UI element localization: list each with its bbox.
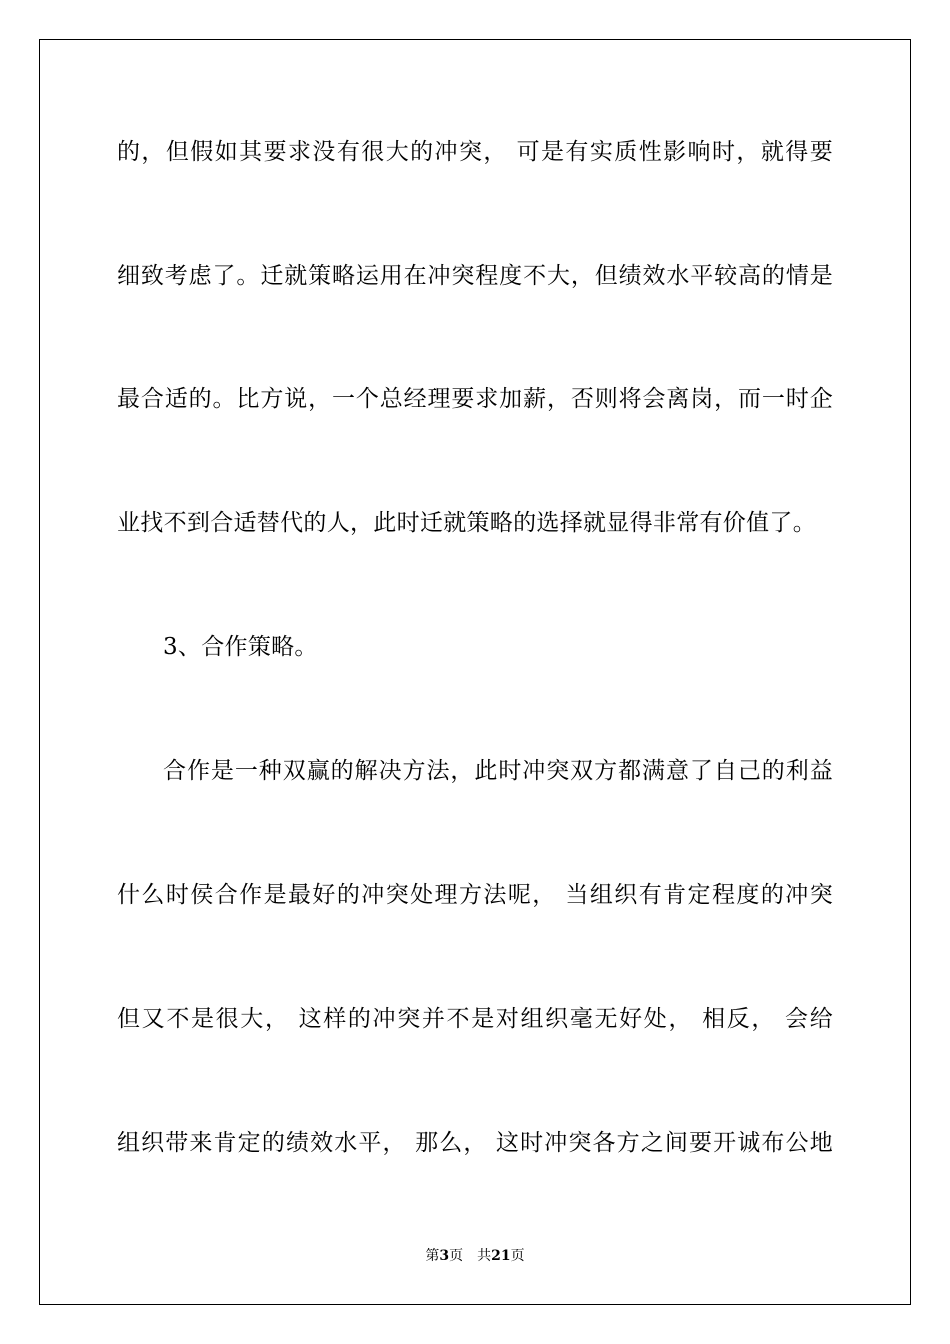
page-label-suffix: 页 [449, 1248, 464, 1264]
section-heading: 3、合作策略。 [163, 634, 318, 660]
body-line-6: 合作是一种双赢的解决方法，此时冲突双方都满意了自己的利益 [163, 758, 833, 784]
page-label-prefix: 第 [425, 1248, 440, 1264]
page-border [39, 39, 911, 1305]
body-line-9: 组织带来肯定的绩效水平， 那么， 这时冲突各方之间要开诚布公地 [117, 1130, 833, 1156]
body-line-3: 最合适的。比方说，一个总经理要求加薪，否则将会离岗，而一时企 [117, 386, 833, 412]
body-line-1: 的，但假如其要求没有很大的冲突， 可是有实质性影响时，就得要 [117, 139, 833, 165]
page-number: 3 [439, 1248, 450, 1264]
total-label-prefix: 共 [477, 1248, 492, 1264]
body-line-7: 什么时侯合作是最好的冲突处理方法呢， 当组织有肯定程度的冲突 [117, 882, 833, 908]
total-label-suffix: 页 [510, 1248, 525, 1264]
body-line-4: 业找不到合适替代的人，此时迁就策略的选择就显得非常有价值了。 [117, 510, 816, 536]
body-line-8: 但又不是很大， 这样的冲突并不是对组织毫无好处， 相反， 会给 [117, 1006, 833, 1032]
body-line-2: 细致考虑了。迁就策略运用在冲突程度不大，但绩效水平较高的情是 [117, 263, 833, 289]
total-pages: 21 [491, 1248, 511, 1264]
page-footer [0, 1247, 950, 1265]
